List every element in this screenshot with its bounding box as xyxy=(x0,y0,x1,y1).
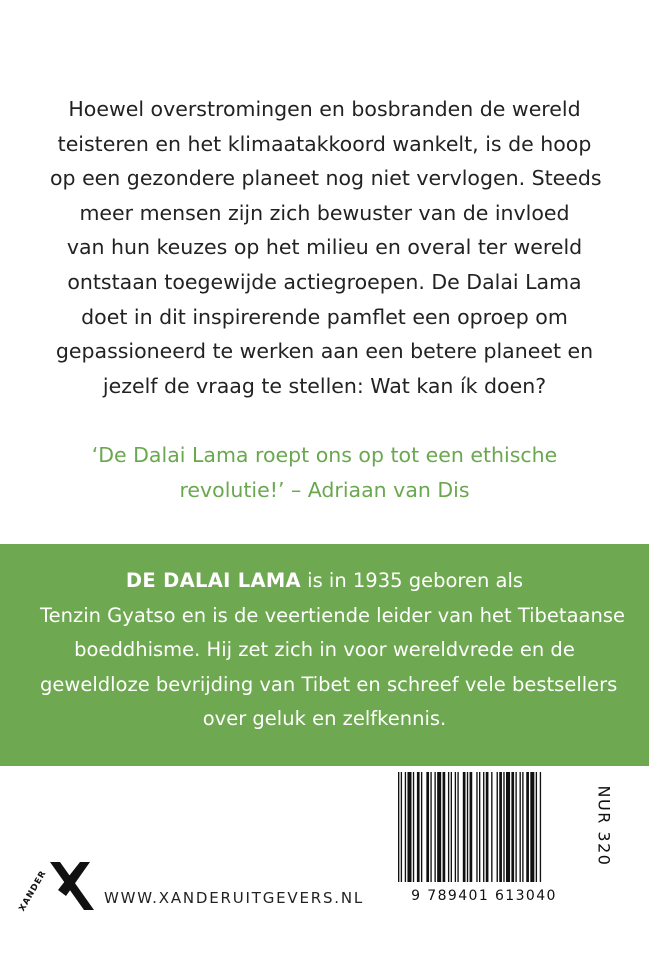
xander-logo-icon xyxy=(36,858,98,914)
barcode-bar xyxy=(417,772,420,882)
barcode-bar xyxy=(443,772,446,882)
barcode-bar xyxy=(457,772,458,882)
barcode-bar xyxy=(455,772,456,882)
barcode-bar xyxy=(522,772,523,882)
barcode-bar xyxy=(398,772,399,882)
barcode-bar xyxy=(515,772,516,882)
barcode-bar xyxy=(413,772,414,882)
barcode-bar xyxy=(503,772,504,882)
barcode-bar xyxy=(499,772,502,882)
barcode-bar xyxy=(405,772,406,882)
blurb-line: Hoewel overstromingen en bosbranden de wereld xyxy=(68,97,581,121)
quote-line: ‘De Dalai Lama roept ons op tot een ethische xyxy=(91,443,558,467)
barcode-bar xyxy=(426,772,429,882)
barcode-bar xyxy=(407,772,411,882)
author-bio xyxy=(40,564,625,737)
author-name: DE DALAI LAMA xyxy=(125,569,301,592)
barcode-bar xyxy=(540,772,541,882)
barcode xyxy=(398,772,570,882)
barcode-bar xyxy=(511,772,514,882)
bio-line-rest: is in 1935 geboren als xyxy=(300,569,524,592)
bio-line: geweldloze bevrijding van Tibet en schreef vele bestsellers xyxy=(40,672,618,696)
barcode-bar xyxy=(430,772,431,882)
blurb-line: op een gezondere planeet nog niet vervlogen. Steeds xyxy=(50,166,602,191)
quote-line: revolutie!’ – Adriaan van Dis xyxy=(179,477,470,502)
barcode-bar xyxy=(486,772,489,882)
publisher-url[interactable]: WWW.XANDERUITGEVERS.NL xyxy=(104,889,365,907)
bio-line xyxy=(40,564,609,599)
barcode-bar xyxy=(448,772,449,882)
blurb-line: meer mensen zijn zich bewuster van de invloed xyxy=(79,200,570,225)
barcode-bar xyxy=(530,772,534,882)
nur-label: NUR 320 xyxy=(594,785,614,867)
blurb-text xyxy=(50,92,602,403)
barcode-bar xyxy=(497,772,498,882)
bio-line: boeddhisme. Hij zet zich in voor wereldvrede en de xyxy=(74,638,575,661)
barcode-bar xyxy=(434,772,435,882)
blurb-line: gepassioneerd te werken aan een betere planeet en xyxy=(55,339,594,364)
barcode-bar xyxy=(526,772,529,882)
blurb-line: ontstaan toegewijde actiegroepen. De Dalai Lama xyxy=(67,269,582,294)
blurb-line: jezelf de vraag te stellen: Wat kan ík doen? xyxy=(102,373,547,398)
barcode-bar xyxy=(401,772,402,882)
barcode-bar xyxy=(470,772,473,882)
barcode-bar xyxy=(520,772,521,882)
barcode-bar xyxy=(421,772,422,882)
bio-line: over geluk en zelfkennis. xyxy=(202,707,447,730)
barcode-bar xyxy=(479,772,480,882)
barcode-bar xyxy=(483,772,484,882)
logo-text: XANDER xyxy=(17,868,49,914)
barcode-bar xyxy=(451,772,452,882)
author-bio-band xyxy=(0,544,649,766)
blurb-line: teisteren en het klimaatakkoord wankelt, is de hoop xyxy=(57,131,592,156)
isbn-number: 9 789401 613040 xyxy=(411,888,557,904)
barcode-bar xyxy=(491,772,492,882)
barcode-bar xyxy=(536,772,537,882)
barcode-bar xyxy=(437,772,441,882)
review-quote xyxy=(50,438,599,507)
barcode-bar xyxy=(463,772,466,882)
bio-line: Tenzin Gyatso en is de veertiende leider van het Tibetaanse xyxy=(40,603,625,627)
barcode-bar xyxy=(476,772,477,882)
blurb-line: van hun keuzes op het milieu en overal ter wereld xyxy=(66,235,583,260)
barcode-bar xyxy=(467,772,468,882)
barcode-bar xyxy=(506,772,510,882)
blurb-line: doet in dit inspirerende pamflet een oproep om xyxy=(81,304,568,329)
